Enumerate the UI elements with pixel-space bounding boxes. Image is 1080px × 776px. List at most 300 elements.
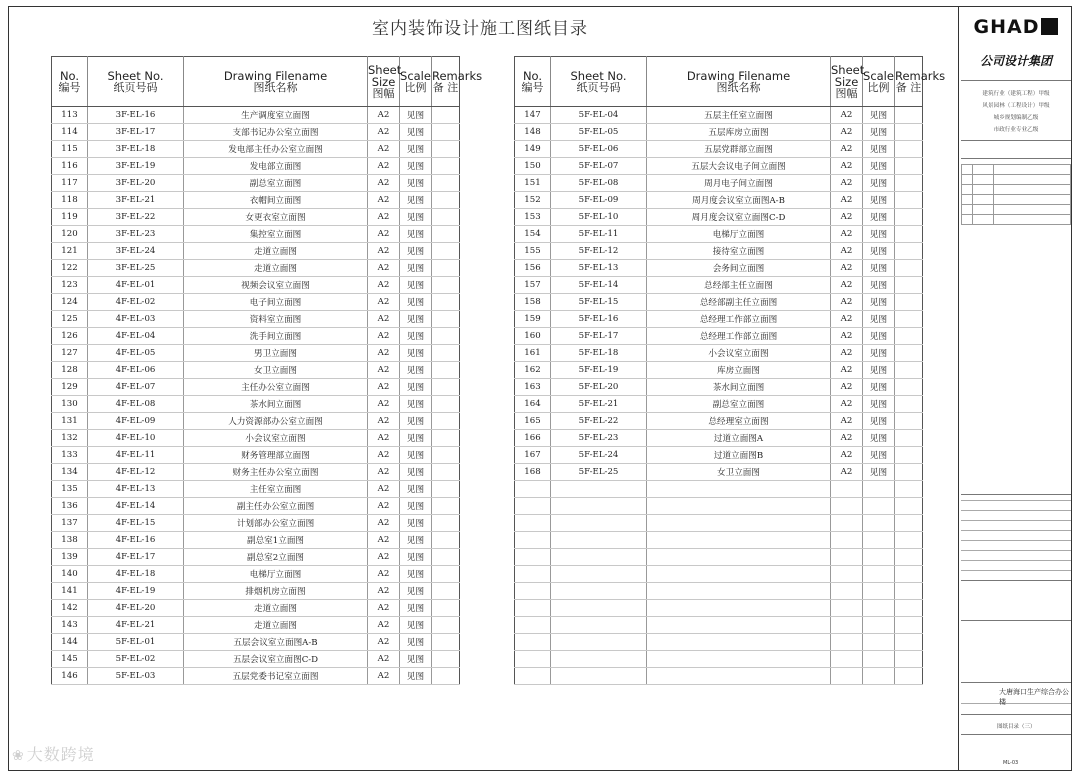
qualification-line: 城乡规划编制乙级	[993, 115, 1039, 121]
cell-sheet-no: 5F-EL-13	[551, 260, 647, 277]
cell-remarks	[432, 260, 460, 277]
divider	[961, 494, 1071, 495]
cell-sheet-no: 5F-EL-01	[88, 634, 184, 651]
cell-sheet-no: 5F-EL-10	[551, 209, 647, 226]
cell-sheet-no	[551, 617, 647, 634]
cell-sheet-no	[551, 634, 647, 651]
qualification-line: 建筑行业（建筑工程）甲级	[982, 91, 1050, 97]
cell-sheet-size: A2	[368, 651, 400, 668]
cell-scale: 见图	[400, 634, 432, 651]
divider	[961, 734, 1071, 735]
cell-remarks	[895, 413, 923, 430]
cell-remarks	[895, 498, 923, 515]
cell-filename: 茶水间立面图	[647, 379, 831, 396]
cell-sheet-size	[831, 634, 863, 651]
cell-sheet-size: A2	[831, 464, 863, 481]
cell-sheet-no: 5F-EL-19	[551, 362, 647, 379]
cell-no: 129	[52, 379, 88, 396]
cell-scale: 见图	[863, 107, 895, 124]
table-row	[52, 294, 460, 311]
cell-filename: 五层主任室立面图	[647, 107, 831, 124]
cell-filename: 小会议室立面图	[184, 430, 368, 447]
cell-no: 142	[52, 600, 88, 617]
cell-sheet-size: A2	[831, 141, 863, 158]
cell-filename: 五层党委书记室立面图	[184, 668, 368, 685]
table-row	[515, 243, 923, 260]
cell-scale: 见图	[863, 124, 895, 141]
cell-remarks	[895, 651, 923, 668]
cell-sheet-size: A2	[368, 583, 400, 600]
cell-sheet-size	[831, 515, 863, 532]
cell-sheet-size: A2	[368, 311, 400, 328]
cell-no	[515, 668, 551, 685]
cell-remarks	[432, 277, 460, 294]
cell-scale	[863, 651, 895, 668]
cell-no	[515, 498, 551, 515]
table-row	[52, 549, 460, 566]
cell-sheet-no: 4F-EL-19	[88, 583, 184, 600]
cell-filename: 总经理工作部立面图	[647, 328, 831, 345]
cell-sheet-no: 4F-EL-05	[88, 345, 184, 362]
cell-no: 117	[52, 175, 88, 192]
header-filename: Drawing Filename 图纸名称	[184, 57, 368, 107]
cell-remarks	[895, 124, 923, 141]
cell-scale: 见图	[863, 447, 895, 464]
cell-remarks	[895, 294, 923, 311]
table-row	[515, 447, 923, 464]
cell-no: 118	[52, 192, 88, 209]
cell-sheet-size: A2	[368, 141, 400, 158]
cell-sheet-size: A2	[368, 379, 400, 396]
divider	[961, 580, 1071, 581]
table-row	[515, 464, 923, 481]
cell-filename: 周月电子间立面图	[647, 175, 831, 192]
table-row	[52, 532, 460, 549]
cell-sheet-size: A2	[831, 243, 863, 260]
cell-remarks	[895, 379, 923, 396]
cell-scale	[863, 566, 895, 583]
cell-filename: 女更衣室立面图	[184, 209, 368, 226]
cell-sheet-no: 4F-EL-04	[88, 328, 184, 345]
table-row-empty	[515, 668, 923, 685]
cell-no: 125	[52, 311, 88, 328]
cell-remarks	[895, 396, 923, 413]
cell-scale: 见图	[400, 260, 432, 277]
cell-remarks	[895, 464, 923, 481]
company-logo: GHAD	[959, 16, 1073, 38]
signature-lines	[961, 500, 1071, 590]
project-field	[961, 682, 1071, 704]
cell-remarks	[895, 345, 923, 362]
cell-sheet-size: A2	[368, 447, 400, 464]
cell-sheet-no	[551, 481, 647, 498]
table-row	[515, 413, 923, 430]
cell-scale	[863, 668, 895, 685]
cell-remarks	[432, 192, 460, 209]
cell-filename: 总经理室立面图	[647, 413, 831, 430]
cell-sheet-size: A2	[368, 158, 400, 175]
cell-no: 167	[515, 447, 551, 464]
cell-remarks	[432, 583, 460, 600]
cell-sheet-no: 5F-EL-22	[551, 413, 647, 430]
cell-scale: 见图	[863, 311, 895, 328]
cell-sheet-no: 5F-EL-08	[551, 175, 647, 192]
cell-sheet-no	[551, 549, 647, 566]
cell-filename: 支部书记办公室立面图	[184, 124, 368, 141]
divider	[961, 714, 1071, 715]
table-row-empty	[515, 532, 923, 549]
cell-scale	[863, 617, 895, 634]
cell-sheet-no: 5F-EL-25	[551, 464, 647, 481]
cell-scale: 见图	[400, 158, 432, 175]
qualification-line: 风景园林（工程设计）甲级	[982, 103, 1050, 109]
cell-scale: 见图	[400, 192, 432, 209]
cell-remarks	[432, 107, 460, 124]
cell-remarks	[432, 396, 460, 413]
cell-filename: 人力资源部办公室立面图	[184, 413, 368, 430]
cell-sheet-no: 4F-EL-17	[88, 549, 184, 566]
cell-remarks	[432, 413, 460, 430]
cell-scale: 见图	[863, 192, 895, 209]
cell-scale: 见图	[863, 345, 895, 362]
cell-remarks	[432, 379, 460, 396]
cell-filename: 五层会议室立面图C-D	[184, 651, 368, 668]
cell-sheet-no: 5F-EL-21	[551, 396, 647, 413]
cell-no	[515, 600, 551, 617]
cell-remarks	[432, 124, 460, 141]
logo-mark-icon	[1041, 18, 1058, 35]
cell-sheet-size	[831, 617, 863, 634]
cell-filename: 排烟机房立面图	[184, 583, 368, 600]
cell-filename: 洗手间立面图	[184, 328, 368, 345]
table-row-empty	[515, 651, 923, 668]
cell-no: 147	[515, 107, 551, 124]
cell-filename	[647, 634, 831, 651]
cell-filename: 走道立面图	[184, 243, 368, 260]
cell-remarks	[432, 345, 460, 362]
table-row	[52, 566, 460, 583]
table-row-empty	[515, 566, 923, 583]
cell-no: 144	[52, 634, 88, 651]
cell-remarks	[895, 226, 923, 243]
table-row	[515, 311, 923, 328]
cell-sheet-no: 3F-EL-24	[88, 243, 184, 260]
cell-scale: 见图	[400, 651, 432, 668]
cell-scale: 见图	[863, 158, 895, 175]
cell-sheet-no: 5F-EL-14	[551, 277, 647, 294]
cell-filename: 过道立面图A	[647, 430, 831, 447]
cell-sheet-size: A2	[831, 396, 863, 413]
cell-filename	[647, 481, 831, 498]
cell-filename: 五层库房立面图	[647, 124, 831, 141]
table-header-row	[515, 57, 923, 107]
cell-remarks	[895, 243, 923, 260]
cell-sheet-no	[551, 668, 647, 685]
cell-sheet-no: 3F-EL-23	[88, 226, 184, 243]
table-row-empty	[515, 515, 923, 532]
cell-remarks	[895, 447, 923, 464]
cell-no: 157	[515, 277, 551, 294]
cell-filename: 五层党群部立面图	[647, 141, 831, 158]
cell-filename	[647, 668, 831, 685]
header-sheet-no: Sheet No. 纸页号码	[551, 57, 647, 107]
cell-sheet-size: A2	[368, 328, 400, 345]
table-row	[515, 379, 923, 396]
cell-sheet-no: 3F-EL-16	[88, 107, 184, 124]
header-filename: Drawing Filename 图纸名称	[647, 57, 831, 107]
cell-sheet-no: 4F-EL-21	[88, 617, 184, 634]
cell-sheet-size	[831, 600, 863, 617]
cell-scale: 见图	[400, 107, 432, 124]
table-row	[515, 175, 923, 192]
cell-remarks	[432, 566, 460, 583]
drawing-index-table-left	[51, 56, 483, 685]
cell-sheet-no: 5F-EL-24	[551, 447, 647, 464]
cell-no: 164	[515, 396, 551, 413]
cell-sheet-size: A2	[368, 260, 400, 277]
cell-remarks	[895, 277, 923, 294]
cell-sheet-no: 5F-EL-03	[88, 668, 184, 685]
cell-sheet-size: A2	[368, 396, 400, 413]
cell-sheet-no: 3F-EL-17	[88, 124, 184, 141]
header-remarks: Remarks 备 注	[895, 57, 923, 107]
cell-scale: 见图	[400, 668, 432, 685]
cell-remarks	[895, 617, 923, 634]
cell-remarks	[895, 141, 923, 158]
table-row	[52, 243, 460, 260]
cell-filename: 总经部主任立面图	[647, 277, 831, 294]
cell-scale: 见图	[863, 243, 895, 260]
cell-filename: 副总室2立面图	[184, 549, 368, 566]
cell-no: 120	[52, 226, 88, 243]
cell-scale: 见图	[400, 464, 432, 481]
cell-sheet-no: 4F-EL-16	[88, 532, 184, 549]
cell-sheet-no: 5F-EL-02	[88, 651, 184, 668]
table-row	[52, 447, 460, 464]
cell-scale: 见图	[400, 600, 432, 617]
cell-sheet-size: A2	[368, 362, 400, 379]
cell-sheet-no: 4F-EL-09	[88, 413, 184, 430]
cell-filename: 周月度会议室立面图C-D	[647, 209, 831, 226]
cell-remarks	[432, 515, 460, 532]
cell-remarks	[432, 447, 460, 464]
cell-scale: 见图	[400, 124, 432, 141]
cell-sheet-size: A2	[831, 277, 863, 294]
cell-no	[515, 617, 551, 634]
cell-sheet-no: 4F-EL-06	[88, 362, 184, 379]
company-name: 公司设计集团	[979, 54, 1052, 68]
cell-filename: 周月度会议室立面图A-B	[647, 192, 831, 209]
cell-no: 114	[52, 124, 88, 141]
cell-scale: 见图	[400, 294, 432, 311]
header-no: No. 编号	[52, 57, 88, 107]
cell-scale: 见图	[863, 209, 895, 226]
cell-filename	[647, 549, 831, 566]
table-row	[515, 209, 923, 226]
table-row	[52, 617, 460, 634]
table-row	[52, 226, 460, 243]
cell-sheet-no: 3F-EL-22	[88, 209, 184, 226]
table-row-empty	[515, 549, 923, 566]
table-row	[52, 362, 460, 379]
cell-filename	[647, 498, 831, 515]
cell-sheet-size: A2	[831, 345, 863, 362]
cell-no: 161	[515, 345, 551, 362]
divider	[961, 80, 1071, 81]
cell-filename: 财务管理部立面图	[184, 447, 368, 464]
cell-no: 139	[52, 549, 88, 566]
cell-no: 150	[515, 158, 551, 175]
cell-sheet-size: A2	[831, 158, 863, 175]
cell-no: 130	[52, 396, 88, 413]
cell-scale	[863, 600, 895, 617]
cell-sheet-size: A2	[368, 498, 400, 515]
cell-scale: 见图	[863, 430, 895, 447]
table-row	[52, 260, 460, 277]
table-row	[515, 294, 923, 311]
cell-sheet-size: A2	[368, 549, 400, 566]
cell-no: 160	[515, 328, 551, 345]
cell-no: 116	[52, 158, 88, 175]
cell-sheet-size: A2	[831, 175, 863, 192]
table-row	[52, 345, 460, 362]
cell-sheet-no: 5F-EL-05	[551, 124, 647, 141]
cell-filename: 集控室立面图	[184, 226, 368, 243]
cell-scale: 见图	[400, 413, 432, 430]
cell-scale: 见图	[863, 362, 895, 379]
cell-filename: 五层大会议电子间立面图	[647, 158, 831, 175]
table-row	[52, 107, 460, 124]
cell-sheet-size	[831, 498, 863, 515]
cell-remarks	[432, 549, 460, 566]
cell-sheet-size	[831, 668, 863, 685]
cell-filename: 资料室立面图	[184, 311, 368, 328]
cell-sheet-size: A2	[368, 464, 400, 481]
title-block	[958, 6, 1072, 771]
cell-scale: 见图	[400, 447, 432, 464]
cell-filename: 女卫立面图	[647, 464, 831, 481]
cell-scale: 见图	[863, 328, 895, 345]
cell-no: 136	[52, 498, 88, 515]
cell-sheet-no	[551, 651, 647, 668]
cell-sheet-size: A2	[368, 124, 400, 141]
cell-no	[515, 532, 551, 549]
cell-remarks	[895, 532, 923, 549]
cell-no: 163	[515, 379, 551, 396]
cell-sheet-size: A2	[368, 192, 400, 209]
cell-sheet-size	[831, 532, 863, 549]
table-row	[515, 430, 923, 447]
cell-no: 153	[515, 209, 551, 226]
cell-sheet-no: 5F-EL-11	[551, 226, 647, 243]
cell-sheet-size	[831, 583, 863, 600]
cell-filename: 发电部立面图	[184, 158, 368, 175]
cell-remarks	[432, 141, 460, 158]
divider	[961, 620, 1071, 621]
cell-no: 113	[52, 107, 88, 124]
cell-filename: 衣帽间立面图	[184, 192, 368, 209]
table-row	[52, 158, 460, 175]
cell-sheet-no: 4F-EL-08	[88, 396, 184, 413]
table-row	[515, 158, 923, 175]
cell-no: 152	[515, 192, 551, 209]
cell-remarks	[432, 600, 460, 617]
cell-no: 168	[515, 464, 551, 481]
cell-remarks	[432, 243, 460, 260]
cell-no: 159	[515, 311, 551, 328]
cell-sheet-no: 4F-EL-14	[88, 498, 184, 515]
cell-no	[515, 634, 551, 651]
table-row	[515, 260, 923, 277]
cell-sheet-size: A2	[368, 668, 400, 685]
drawing-index-table-right	[514, 56, 946, 685]
sheet-title: 图纸目录（三）	[997, 724, 1036, 730]
table-row	[52, 668, 460, 685]
cell-sheet-size: A2	[368, 175, 400, 192]
watermark-logo-icon: ❀	[12, 748, 25, 764]
cell-sheet-size: A2	[368, 515, 400, 532]
cell-remarks	[432, 158, 460, 175]
table-row	[52, 277, 460, 294]
cell-filename: 副主任办公室立面图	[184, 498, 368, 515]
cell-scale: 见图	[400, 277, 432, 294]
cell-sheet-no: 5F-EL-23	[551, 430, 647, 447]
cell-sheet-size: A2	[831, 311, 863, 328]
cell-no	[515, 481, 551, 498]
cell-remarks	[895, 107, 923, 124]
cell-no: 131	[52, 413, 88, 430]
cell-remarks	[432, 209, 460, 226]
cell-scale	[863, 498, 895, 515]
cell-sheet-size: A2	[368, 600, 400, 617]
cell-no: 132	[52, 430, 88, 447]
cell-remarks	[895, 311, 923, 328]
cell-no: 162	[515, 362, 551, 379]
cell-sheet-no: 5F-EL-04	[551, 107, 647, 124]
cell-scale: 见图	[863, 464, 895, 481]
cell-sheet-no: 4F-EL-07	[88, 379, 184, 396]
table-row	[52, 634, 460, 651]
cell-no: 165	[515, 413, 551, 430]
cell-scale: 见图	[400, 430, 432, 447]
cell-remarks	[432, 651, 460, 668]
cell-filename: 五层会议室立面图A-B	[184, 634, 368, 651]
cell-filename: 计划部办公室立面图	[184, 515, 368, 532]
cell-no	[515, 566, 551, 583]
cell-remarks	[432, 328, 460, 345]
cell-filename	[647, 515, 831, 532]
cell-sheet-size: A2	[368, 617, 400, 634]
cell-sheet-size: A2	[831, 362, 863, 379]
cell-filename: 副总室立面图	[647, 396, 831, 413]
cell-sheet-no: 5F-EL-20	[551, 379, 647, 396]
cell-filename: 副总室立面图	[184, 175, 368, 192]
table-row	[52, 124, 460, 141]
cell-no: 151	[515, 175, 551, 192]
cell-remarks	[895, 515, 923, 532]
cell-no: 119	[52, 209, 88, 226]
cell-scale: 见图	[400, 396, 432, 413]
cell-scale: 见图	[400, 362, 432, 379]
cell-no: 156	[515, 260, 551, 277]
table-row	[515, 107, 923, 124]
cell-remarks	[895, 158, 923, 175]
cell-scale	[863, 549, 895, 566]
cell-sheet-no	[551, 515, 647, 532]
cell-remarks	[432, 464, 460, 481]
cell-filename: 过道立面图B	[647, 447, 831, 464]
cell-scale: 见图	[400, 515, 432, 532]
